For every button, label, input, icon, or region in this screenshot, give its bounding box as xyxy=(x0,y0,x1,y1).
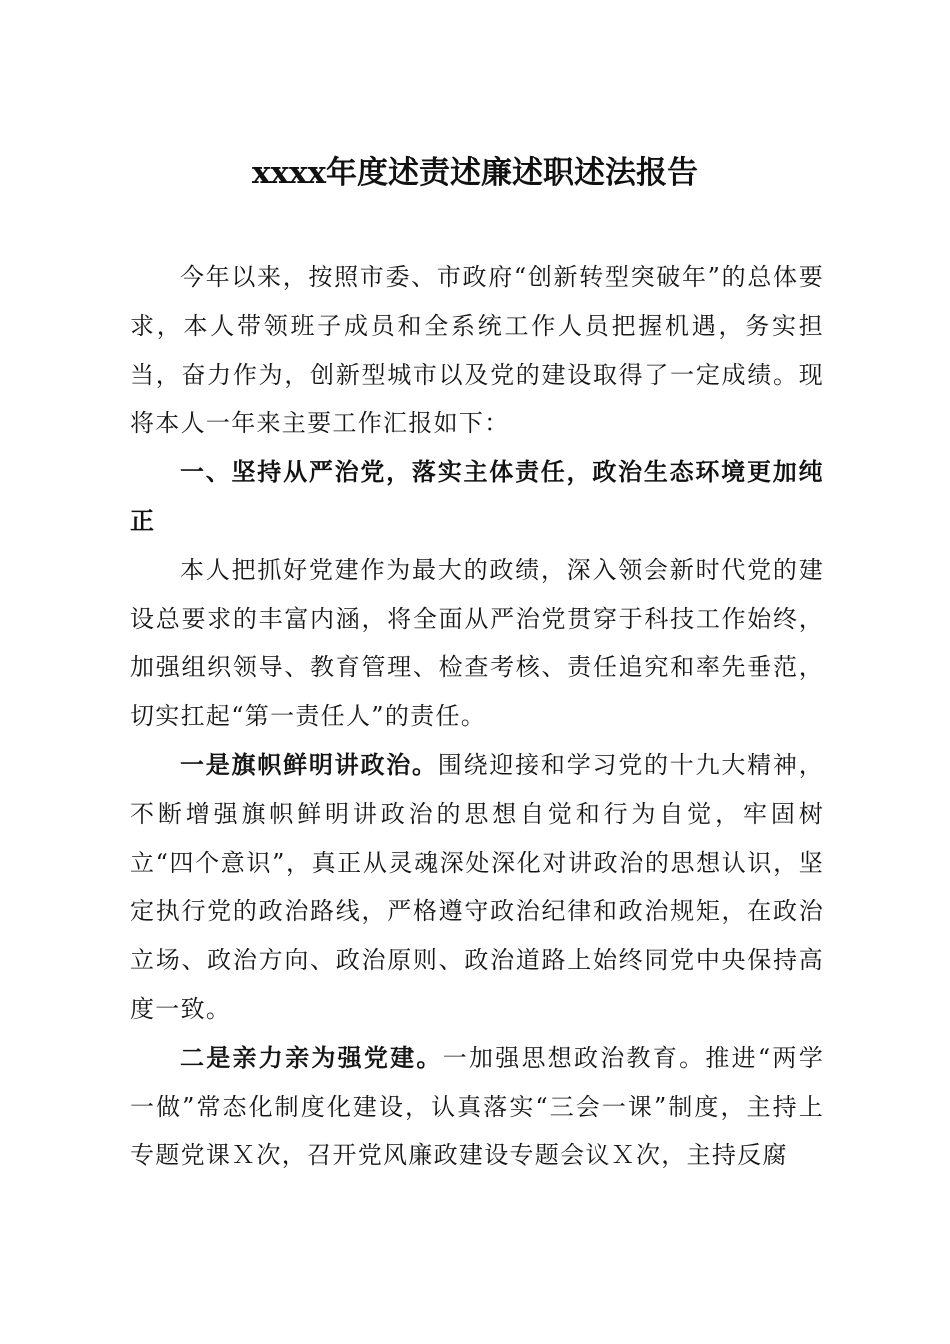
item-2-text: 一加强思想政治教育。推进“两学一做”常态化制度化建设，认真落实“三会一课”制度，主持上专题党课Ｘ次，召开党风廉政建设专题会议Ｘ次，主持反腐 xyxy=(130,1043,825,1170)
item-2-paragraph xyxy=(130,1034,824,1180)
item-1-paragraph xyxy=(130,741,824,1034)
item-1-text: 围绕迎接和学习党的十九大精神，不断增强旗帜鲜明讲政治的思想自觉和行为自觉，牢固树立“四个意识”，真正从灵魂深处深化对讲政治的思想认识，坚定执行党的政治路线，严格遵守政治纪律和政治规矩，在政治立场、政治方向、政治原则、政治道路上始终同党中央保持高度一致。 xyxy=(130,750,825,1023)
item-2-lead: 二是亲力亲为强党建。 xyxy=(180,1042,443,1072)
section-heading-1: 一、坚持从严治党，落实主体责任，政治生态环境更加纯正 xyxy=(130,458,824,535)
intro-paragraph: 今年以来，按照市委、市政府“创新转型突破年”的总体要求，本人带领班子成员和全系统工作人员把握机遇，务实担当，奋力作为，创新型城市以及党的建设取得了一定成绩。现将本人一年来主要工作汇报如下： xyxy=(130,263,824,438)
section-1-paragraph: 本人把抓好党建作为最大的政绩，深入领会新时代党的建设总要求的丰富内涵，将全面从严治党贯穿于科技工作始终，加强组织领导、教育管理、检查考核、责任追究和率先垂范，切实扛起“第一责任人”的责任。 xyxy=(130,555,824,731)
item-1-lead: 一是旗帜鲜明讲政治。 xyxy=(180,749,438,779)
document-body xyxy=(130,253,824,1180)
document-title: xxxx年度述责述廉述职述法报告 xyxy=(252,155,698,191)
